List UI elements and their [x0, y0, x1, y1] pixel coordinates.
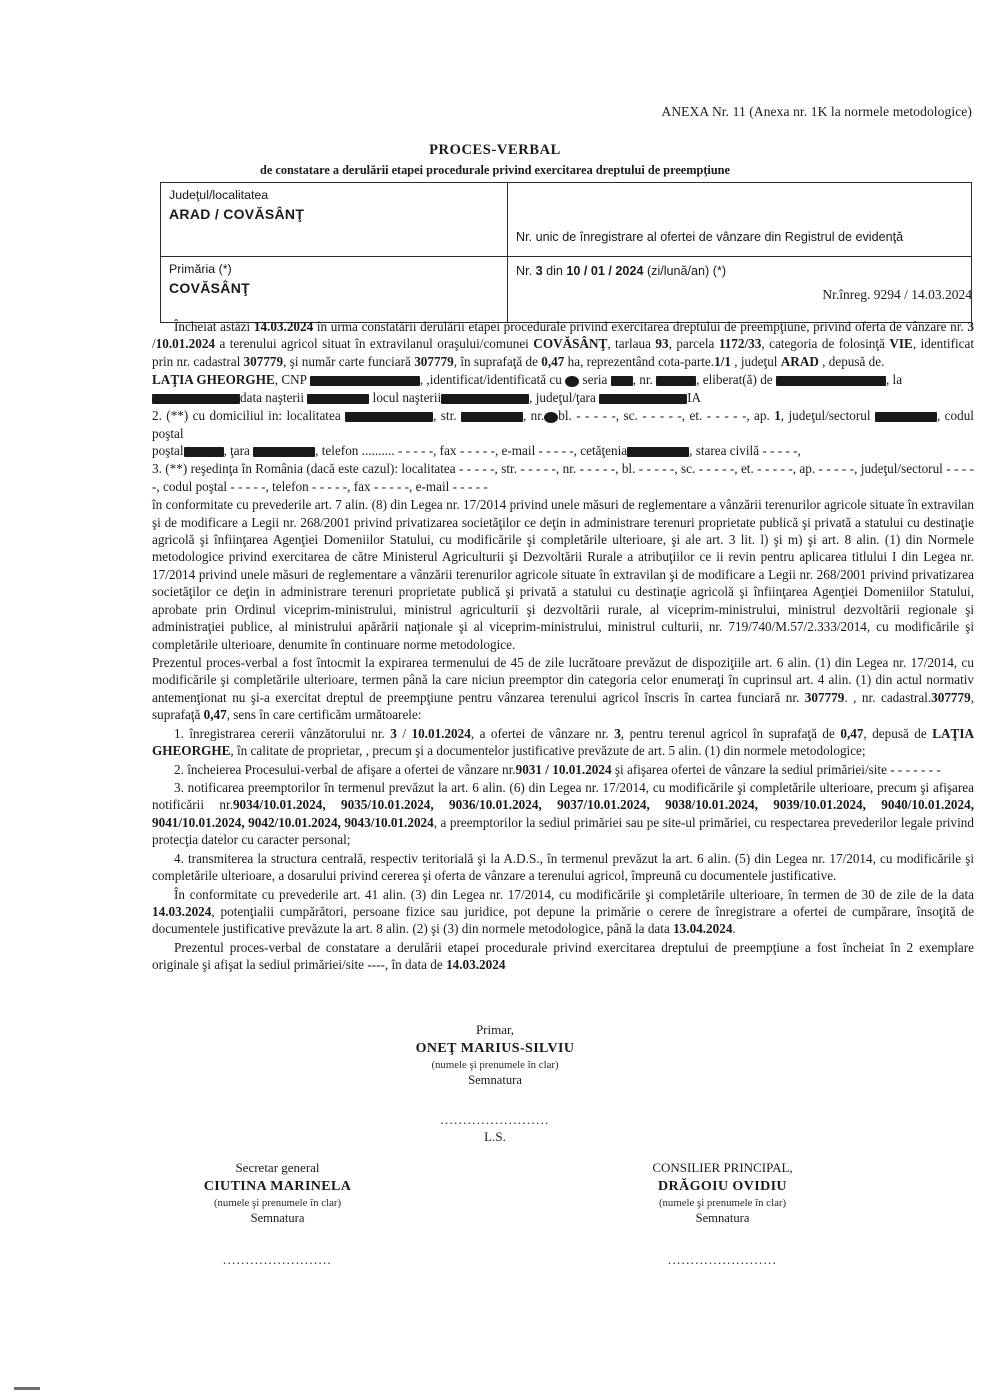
mayor-block: [0, 1022, 990, 1145]
intro-parcela: 1172/33: [718, 336, 762, 352]
seller-text-d: , nr.: [632, 372, 657, 388]
page-edge-mark: [14, 1387, 40, 1390]
intro-text-l: , judeţul: [730, 353, 781, 369]
cityhall-value: COVĂSÂNŢ: [169, 280, 250, 296]
domicile-text-d: bl. - - - - -, sc. - - - - -, et. - - - - -, ap.: [558, 408, 775, 424]
item3-notification-list: 9034/10.01.2024, 9035/10.01.2024, 9036/10.01.2024, 9037/10.01.2024, 9038/10.01.2024, 9039/10.01.2024, 9040/10.01.2024, 9041/10.01.2024, 9042/10.01.2024, 9043/10.01.2024: [152, 797, 974, 830]
document-body: [152, 318, 974, 975]
intro-text-k: ha, reprezentând cota-parte.: [564, 353, 715, 369]
county-label: Judeţul/localitatea: [169, 188, 269, 202]
redaction-block: [565, 376, 579, 387]
advisor-signature-line: ........................: [667, 1252, 778, 1267]
item1-nr: 3: [390, 725, 397, 741]
item-1: [152, 725, 974, 760]
annex-reference: ANEXA Nr. 11 (Anexa nr. 1K la normele metodologice): [661, 104, 972, 119]
intro-text-d: a terenului agricol situat în extravilanul oraşului/comunei: [215, 336, 534, 352]
intro-text-c: /: [152, 336, 156, 352]
domicile-postal: poştal: [152, 442, 184, 458]
expiry-suprafata: 0,47: [203, 707, 227, 723]
offer-number-line: [516, 262, 963, 280]
intro-text-f: , parcela: [668, 336, 719, 352]
secretary-signature-label: Semnatura: [250, 1211, 305, 1225]
intro-text-m: , depusă de.: [818, 353, 885, 369]
item-4: 4. transmiterea la structura centrală, respectiv teritorială şi la A.D.S., în termenul prevăzut la art. 6 alin. (5) din Legea nr. 17/2014, cu modificările şi completările ulterioare, a dosarului privind cererea şi oferta de vânzare a terenului agricol, împreună cu documentele justificative.: [152, 850, 974, 884]
intro-text-j: , în suprafaţă de: [453, 353, 542, 369]
expiry-text-a: Prezentul proces-verbal a fost întocmit la expirarea termenului de 45 de zile lucrătoare prevăzut de dispoziţiile art. 6 alin. (1) din Legea nr. 17/2014, cu modificările şi completările ulterioare, termen până la care niciun preemptor din categoria celor enumeraţi în cuprinsul art. 4 alin. (1) din actul normativ antemenţionat nu şi-a exercitat dreptul de preempţiune pentru vânzarea terenului agricol înscris în cartea funciară nr.: [152, 655, 974, 705]
expiry-cf: 307779: [804, 689, 845, 705]
closing-date: 14.03.2024: [446, 957, 506, 973]
mayor-signature-label: Semnatura: [468, 1073, 522, 1087]
cityhall-label: Primăria (*): [169, 262, 232, 276]
seller-text-f: , la: [885, 372, 903, 388]
domicile-text-g: , ţara: [223, 442, 254, 458]
item-3: [152, 779, 974, 849]
secretary-hint: (numele şi prenumele în clar): [213, 1197, 342, 1209]
redaction-block: [184, 447, 224, 457]
item2-nr: 9031 / 10.01.2024: [515, 761, 612, 777]
paragraph-expiry: [152, 654, 974, 724]
seller-text-h: locul naşterii: [369, 389, 442, 405]
seller-text-b: , ,identificat/identificată cu: [419, 372, 566, 388]
item3-text-b: , a preemptorilor la sediul primăriei sau pe site-ul primăriei, cu respectarea prevederilor legale privind protecţia datelor cu caracter personal;: [152, 814, 974, 848]
intro-text-b: în urma constatării derulării etapei procedurale privind exercitarea dreptului de preempţiune, privind oferta de vânzare nr.: [313, 319, 968, 334]
redaction-block: [253, 447, 315, 457]
county-cell: [161, 183, 508, 257]
title-block: [0, 142, 990, 178]
seller-text-i: , judeţul/ţara: [529, 389, 600, 405]
intro-judet: ARAD: [780, 353, 819, 369]
paragraph-closing: [152, 939, 974, 974]
seller-text-j: IA: [687, 389, 702, 405]
intro-text-i: , şi număr carte funciară: [283, 353, 415, 369]
paragraph-intro: [152, 318, 974, 370]
item1-name: LAŢIA GHEORGHE: [152, 725, 974, 759]
intro-locality: COVĂSÂNŢ: [533, 336, 608, 352]
redaction-block: [611, 376, 633, 386]
paragraph-legal-basis: în conformitate cu prevederile art. 7 alin. (8) din Legea nr. 17/2014 privind unele măsuri de reglementare a vânzării terenurilor agricole situate în extravilan şi de modificare a Legii nr. 268/2001 privind privatizarea societăţilor ce deţin in administrare terenuri proprietate publică şi privată a statului cu destinaţie agricolă şi înfiinţarea Agenţiei Domeniilor Statului, cu modificările şi completările ulterioare, şi ale art. 3 lit. l) şi m) şi art. 8 alin. (1) din Normele metodologice privind exercitarea de către Ministerul Agriculturii şi Dezvoltării Rurale a atribuţiilor ce ii revin pentru aplicarea titlului I din Legea nr. 17/2014 privind unele măsuri de reglementare a vânzării terenurilor agricole situate în extravilan şi de modificare a Legii nr. 268/2001 privind privatizarea societăţilor ce deţin in administrare terenuri proprietate publică şi privată a statului cu destinaţie agricolă şi înfiinţarea Agenţiei Domeniilor Statului, aprobate prin Ordinul viceprim-ministrului, ministrul agriculturii şi dezvoltării rurale, al viceprim-ministrului, ministrul dezvoltării regionale şi administraţiei publice, al ministrului apărării naţionale şi al viceprim-ministrului, ministrul culturii, nr. 719/740/M.57/2.333/2014, cu modificările şi completările ulterioare, denumite în continuare norme metodologice.: [152, 497, 974, 652]
intro-categorie: VIE: [889, 336, 913, 352]
item3-text-a: 3. notificarea preemptorilor în termenul prevăzut la art. 6 alin. (6) din Legea nr. 17/2014, cu modificările şi completările ulterioare, precum şi afişarea notificării nr.: [152, 779, 974, 813]
domicile-text-f: , codul poştal: [152, 408, 974, 441]
item1-offer: 3: [614, 725, 621, 741]
expiry-text-d: , sens în care certificăm următoarele:: [226, 707, 422, 723]
advisor-role: CONSILIER PRINCIPAL,: [652, 1160, 793, 1175]
secretary-signature-line: ........................: [222, 1252, 333, 1267]
redaction-block: [656, 376, 696, 386]
page-title: PROCES-VERBAL: [429, 142, 561, 158]
signature-area-others: [0, 1160, 990, 1268]
secretary-role: Secretar general: [235, 1160, 320, 1175]
offer-nr-prefix: Nr.: [516, 264, 533, 278]
intro-text-e: , tarlaua: [607, 336, 656, 352]
redaction-block: [310, 376, 420, 386]
item1-date: 10.01.2024: [411, 725, 471, 741]
seller-text-a: , CNP: [274, 372, 310, 388]
mayor-hint: (numele şi prenumele în clar): [431, 1059, 559, 1071]
seal-label: L.S.: [484, 1129, 506, 1144]
offer-date-value: 10 / 01 / 2024: [566, 264, 644, 278]
item-2: [152, 761, 974, 778]
intro-text-a: Încheiat astăzi: [174, 319, 254, 334]
redaction-block: [544, 412, 558, 423]
advisor-hint: (numele şi prenumele în clar): [658, 1197, 787, 1209]
table-row: [161, 183, 972, 257]
advisor-signature-label: Semnatura: [695, 1211, 750, 1225]
expiry-text-b: . , nr. cadastral.: [844, 689, 932, 705]
redaction-block: [307, 394, 369, 404]
signature-area-mayor: [0, 1022, 990, 1145]
item1-text-c: , a ofertei de vânzare nr.: [470, 725, 615, 741]
closing-text: Prezentul proces-verbal de constatare a derulării etapei procedurale privind exercitarea dreptului de preempţiune a fost încheiat în 2 exemplare originale şi afişat la sediul primăriei/site ----, în data de: [152, 939, 974, 973]
item1-text-e: , depusă de: [863, 725, 933, 741]
county-value: ARAD / COVĂSÂNŢ: [169, 206, 305, 222]
redaction-block: [461, 412, 523, 422]
redaction-block: [345, 412, 433, 422]
advisor-name: DRĂGOIU OVIDIU: [658, 1179, 787, 1194]
registration-number: Nr.înreg. 9294 / 14.03.2024: [822, 287, 972, 302]
redaction-block: [776, 376, 886, 386]
cityhall-cell: [161, 257, 508, 323]
item1-suprafata: 0,47: [840, 725, 864, 741]
redaction-block: [627, 447, 689, 457]
intro-offer-date: 10.01.2024: [155, 336, 216, 352]
mayor-role: Primar,: [475, 1022, 515, 1037]
intro-cadastral: 307779: [243, 353, 284, 369]
expiry-cadastral: 307779: [931, 689, 971, 705]
redaction-block: [599, 394, 687, 404]
deadline-date-end: 13.04.2024: [673, 921, 733, 937]
domicile-text-h: , telefon .......... - - - - -, fax - - - - -, e-mail - - - - -, cetăţenia: [315, 442, 628, 458]
seller-name: LAŢIA GHEORGHE: [152, 372, 275, 388]
domicile-ap: 1: [774, 408, 781, 424]
offer-din: din: [546, 264, 563, 278]
intro-text-g: , categoria de folosinţă: [761, 336, 890, 352]
expiry-text-c: , suprafaţă: [152, 689, 974, 723]
item1-text-a: 1. înregistrarea cererii vânzătorului nr.: [174, 725, 391, 741]
mayor-signature-line: ........................: [440, 1112, 550, 1127]
item2-text-b: şi afişarea ofertei de vânzare la sediul primăriei/site - - - - - - -: [611, 761, 941, 777]
mayor-name: ONEŢ MARIUS-SILVIU: [415, 1041, 575, 1056]
item2-text-a: 2. încheierea Procesului-verbal de afişare a ofertei de vânzare nr.: [174, 761, 516, 777]
intro-text-h: , identificat prin nr. cadastral: [152, 336, 975, 369]
intro-date: 14.03.2024: [253, 319, 314, 334]
redaction-block: [152, 394, 240, 404]
paragraph-deadline: [152, 886, 974, 938]
paragraph-domicile: [152, 407, 974, 459]
deadline-date-start: 14.03.2024: [152, 903, 212, 919]
page-subtitle: de constatare a derulării etapei procedurale privind exercitarea dreptului de preempţiune: [260, 163, 730, 177]
intro-cf: 307779: [414, 353, 454, 369]
domicile-text-a: 2. (**) cu domiciliul in: localitatea: [152, 408, 346, 424]
offer-date-star: (*): [712, 264, 727, 278]
intro-tarla: 93: [655, 336, 669, 352]
offer-nr-value: 3: [535, 264, 543, 278]
item1-text-f: , în calitate de proprietar, , precum şi a documentelor justificative prevăzute de art. 5 alin. (1) din normele metodologice;: [230, 743, 866, 759]
item1-text-d: , pentru terenul agricol în suprafaţă de: [620, 725, 841, 741]
domicile-text-i: , starea civilă - - - - -,: [689, 442, 801, 458]
secretary-block: [0, 1160, 495, 1268]
item1-sep: /: [396, 725, 412, 741]
deadline-text-b: , potenţialii cumpărători, persoane fizice sau juridice, pot depune la primărie o cerere de înregistrare a ofertei de cumpărare, însoţită de documentele justificative prevăzute la art. 8 alin. (2) şi (3) din normele metodologice, până la data: [152, 903, 974, 937]
redaction-block: [875, 412, 937, 422]
seller-text-e: , eliberat(ă) de: [696, 372, 776, 388]
secretary-name: CIUTINA MARINELA: [203, 1179, 352, 1194]
deadline-text-c: .: [732, 921, 736, 937]
registry-text: Nr. unic de înregistrare al ofertei de vânzare din Registrul de evidenţă: [516, 229, 904, 244]
paragraph-seller: [152, 371, 974, 406]
domicile-text-e: , judeţul/sectorul: [780, 408, 875, 424]
registry-cell: [508, 183, 972, 257]
deadline-text-a: În conformitate cu prevederile art. 41 alin. (3) din Legea nr. 17/2014, cu modificările şi completările ulterioare, în termen de 30 de zile de la data: [174, 886, 974, 902]
domicile-text-b: , str.: [433, 408, 461, 424]
intro-offer-nr: 3: [967, 319, 974, 334]
domicile-text-c: , nr.: [522, 408, 545, 424]
seller-text-c: seria: [579, 372, 611, 388]
intro-suprafata: 0,47: [541, 353, 565, 369]
redaction-block: [441, 394, 529, 404]
intro-cota: 1/1: [714, 353, 731, 369]
advisor-block: [495, 1160, 990, 1268]
paragraph-residence: 3. (**) reşedinţa în România (dacă este cazul): localitatea - - - - -, str. - - - - -, nr. - - - - -, bl. - - - - -, sc. - - - - -, et. - - - - -, ap. - - - - -, judeţul/sectorul - - - - -, codul poştal - - - - -, telefon - - - - -, fax - - - - -, e-mail - - - - -: [152, 461, 974, 494]
offer-date-hint: (zi/lună/an): [646, 264, 710, 278]
seller-text-g: data naşterii: [240, 389, 308, 405]
